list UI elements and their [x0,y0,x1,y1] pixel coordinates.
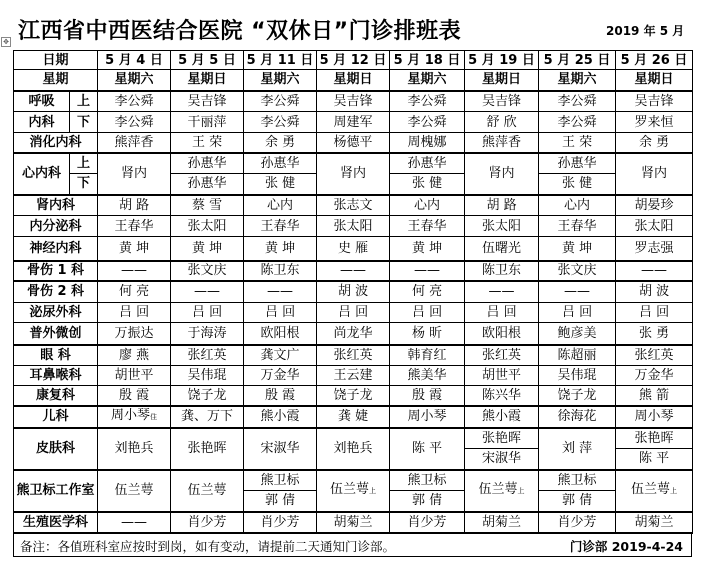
schedule-cell: 熊小霞 [465,406,539,428]
schedule-cell: 孙惠华 [390,153,465,174]
schedule-cell: 吴伟琨 [539,366,616,386]
schedule-note: 上 [670,487,678,495]
schedule-cell: 饶子龙 [171,386,244,406]
dept-label: 泌尿外科 [14,303,98,323]
schedule-cell: 熊 箭 [616,386,693,406]
schedule-cell: 刘 萍 [539,428,616,470]
schedule-cell [98,406,171,428]
schedule-cell: 罗志强 [616,237,693,261]
schedule-cell: 陈卫东 [465,261,539,281]
dept-label: 骨伤 2 科 [14,281,98,303]
schedule-cell: 罗来恒 [616,112,693,133]
date-cell: 5 月 26 日 [616,51,693,70]
schedule-cell: 干丽萍 [171,112,244,133]
schedule-cell: 陈 平 [616,449,693,470]
schedule-cell: 廖 燕 [98,345,171,366]
schedule-cell: 周小琴 [616,406,693,428]
schedule-month: 2019 年 5 月 [606,24,685,38]
schedule-cell: 王 荣 [171,133,244,153]
schedule-cell: 吕 回 [539,303,616,323]
schedule-cell: 鲍彦美 [539,323,616,345]
schedule-cell: 张艳晖 [616,428,693,449]
schedule-cell: 郭 倩 [390,491,465,512]
schedule-cell: —— [98,261,171,281]
dept-label: 内科 [14,112,70,133]
schedule-cell: 张红英 [616,345,693,366]
schedule-cell: 胡 路 [465,195,539,216]
page-title: 江西省中西医结合医院 “双休日”门诊排班表 [18,19,462,44]
schedule-cell: —— [317,261,390,281]
schedule-cell: 殷 霞 [98,386,171,406]
schedule-cell: 吕 回 [244,303,317,323]
shift-label: 下 [70,174,98,195]
schedule-cell: 熊美华 [390,366,465,386]
schedule-cell: 郭 倩 [244,491,317,512]
schedule-cell: 韩育红 [390,345,465,366]
dept-label: 内分泌科 [14,216,98,237]
schedule-cell: 何 亮 [390,281,465,303]
schedule-cell: 王 荣 [539,133,616,153]
schedule-name: 周小琴 [111,408,151,423]
footer-note: 备注：各值班科室应按时到岗，如有变动，请提前二天通知门诊部。 [20,539,396,554]
date-cell: 5 月 25 日 [539,51,616,70]
schedule-cell: 王云建 [317,366,390,386]
schedule-cell: 张太阳 [465,216,539,237]
schedule-cell: 饶子龙 [539,386,616,406]
schedule-cell: 张文庆 [539,261,616,281]
schedule-cell: 余 勇 [616,133,693,153]
schedule-note: 上 [369,487,377,495]
dept-label: 康复科 [14,386,98,406]
schedule-cell: 张 勇 [616,323,693,345]
schedule-cell: 吕 回 [390,303,465,323]
schedule-cell: 孙惠华 [539,153,616,174]
schedule-cell: 张 健 [539,174,616,195]
schedule-table [13,50,693,534]
schedule-cell: 肖少芳 [539,512,616,534]
schedule-cell: 陈卫东 [244,261,317,281]
schedule-cell: 万振达 [98,323,171,345]
schedule-cell: 张 健 [390,174,465,195]
date-cell: 5 月 19 日 [465,51,539,70]
schedule-cell: 刘艳兵 [98,428,171,470]
schedule-cell: 吕 回 [171,303,244,323]
schedule-cell: 刘艳兵 [317,428,390,470]
shift-label: 上 [70,91,98,112]
dept-label: 眼 科 [14,345,98,366]
schedule-cell: 张红英 [465,345,539,366]
date-cell: 5 月 5 日 [171,51,244,70]
schedule-cell: 李公舜 [539,112,616,133]
schedule-name: 伍兰萼 [478,482,518,497]
shift-label: 下 [70,112,98,133]
schedule-name: 伍兰萼 [330,482,370,497]
table-row [14,303,693,323]
weekday-cell: 星期日 [317,70,390,91]
dept-label: 消化内科 [14,133,98,153]
date-header-label: 日期 [14,51,98,70]
schedule-cell: 伍曙光 [465,237,539,261]
schedule-cell: 饶子龙 [317,386,390,406]
table-row [14,91,693,112]
schedule-cell: 龚文广 [244,345,317,366]
table-row [14,153,693,174]
schedule-cell: —— [539,281,616,303]
weekday-header-row [14,70,693,91]
schedule-cell: 张志文 [317,195,390,216]
schedule-cell: 徐海花 [539,406,616,428]
schedule-cell: 张艳晖 [171,428,244,470]
table-row [14,281,693,303]
date-cell: 5 月 4 日 [98,51,171,70]
schedule-cell: 胡 路 [98,195,171,216]
schedule-cell: 万金华 [616,366,693,386]
schedule-note: 住 [150,413,158,421]
weekday-header-label: 星期 [14,70,98,91]
schedule-cell: 吕 回 [98,303,171,323]
dept-label: 皮肤科 [14,428,98,470]
schedule-cell: 陈兴华 [465,386,539,406]
footer-bar [13,532,692,557]
date-cell: 5 月 12 日 [317,51,390,70]
shift-label: 上 [70,153,98,174]
weekday-cell: 星期日 [465,70,539,91]
schedule-cell: 心内 [539,195,616,216]
date-header-row [14,51,693,70]
schedule-cell: 吴伟琨 [171,366,244,386]
dept-label: 肾内科 [14,195,98,216]
schedule-cell: 孙惠华 [171,174,244,195]
date-cell: 5 月 18 日 [390,51,465,70]
schedule-cell: 吕 回 [616,303,693,323]
schedule-cell: 黄 坤 [539,237,616,261]
schedule-cell: 王春华 [244,216,317,237]
schedule-cell: 熊卫标 [390,470,465,491]
schedule-cell: 肾内 [616,153,693,195]
dept-label: 生殖医学科 [14,512,98,534]
table-move-handle-icon[interactable]: ✥ [1,37,11,47]
schedule-cell: 心内 [244,195,317,216]
schedule-cell: 万金华 [244,366,317,386]
footer-signature: 门诊部 2019-4-24 [569,539,683,554]
dept-label: 心内科 [14,153,70,195]
dept-label: 骨伤 1 科 [14,261,98,281]
schedule-cell: 肖少芳 [244,512,317,534]
table-row [14,237,693,261]
schedule-cell: 吕 回 [317,303,390,323]
table-row [14,133,693,153]
schedule-cell: 张艳晖 [465,428,539,449]
schedule-cell: 尚龙华 [317,323,390,345]
schedule-cell: 张红英 [171,345,244,366]
schedule-cell: 胡世平 [465,366,539,386]
schedule-cell: 李公舜 [539,91,616,112]
schedule-cell: 龚、万下 [171,406,244,428]
schedule-cell: 杨 昕 [390,323,465,345]
schedule-cell: 胡 波 [616,281,693,303]
dept-label: 儿科 [14,406,98,428]
schedule-cell [465,470,539,512]
schedule-note: 上 [517,487,525,495]
schedule-cell: 胡菊兰 [616,512,693,534]
schedule-cell: 肾内 [98,153,171,195]
schedule-cell: 心内 [390,195,465,216]
schedule-cell: 李公舜 [244,91,317,112]
schedule-cell: 欧阳根 [465,323,539,345]
schedule-cell: 于海涛 [171,323,244,345]
schedule-cell: 李公舜 [98,112,171,133]
schedule-cell: —— [171,281,244,303]
schedule-name: 伍兰萼 [631,482,671,497]
schedule-cell [616,470,693,512]
table-row [14,323,693,345]
schedule-cell: 孙惠华 [244,153,317,174]
schedule-cell: 吴吉锋 [465,91,539,112]
schedule-cell: 孙惠华 [171,153,244,174]
schedule-cell: 张文庆 [171,261,244,281]
table-row [14,406,693,428]
schedule-cell: 蔡 雪 [171,195,244,216]
schedule-cell: 肖少芳 [390,512,465,534]
schedule-cell: 熊小霞 [244,406,317,428]
schedule-cell: —— [465,281,539,303]
table-row [14,261,693,281]
schedule-cell: 周槐娜 [390,133,465,153]
schedule-cell: 伍兰萼 [171,470,244,512]
schedule-cell: 张太阳 [616,216,693,237]
schedule-cell: 胡世平 [98,366,171,386]
schedule-cell: 胡晏珍 [616,195,693,216]
schedule-cell: 黄 坤 [98,237,171,261]
schedule-cell: 王春华 [390,216,465,237]
schedule-cell: 黄 坤 [244,237,317,261]
schedule-cell: 熊萍香 [98,133,171,153]
schedule-cell: 张太阳 [317,216,390,237]
schedule-cell: 舒 欣 [465,112,539,133]
schedule-cell: 熊卫标 [539,470,616,491]
schedule-cell: 胡菊兰 [465,512,539,534]
schedule-cell: 熊卫标 [244,470,317,491]
schedule-cell: 王春华 [539,216,616,237]
schedule-cell: 胡菊兰 [317,512,390,534]
schedule-cell: —— [390,261,465,281]
schedule-cell: 胡 波 [317,281,390,303]
schedule-cell: 宋淑华 [465,449,539,470]
weekday-cell: 星期日 [171,70,244,91]
schedule-cell: 伍兰萼 [98,470,171,512]
schedule-cell: 殷 霞 [390,386,465,406]
schedule-cell: 吴吉锋 [616,91,693,112]
dept-label: 普外微创 [14,323,98,345]
weekday-cell: 星期六 [244,70,317,91]
schedule-cell: 黄 坤 [390,237,465,261]
table-row [14,470,693,491]
table-row [14,428,693,449]
table-row [14,195,693,216]
schedule-cell: 余 勇 [244,133,317,153]
table-row [14,112,693,133]
date-cell: 5 月 11 日 [244,51,317,70]
table-row [14,512,693,534]
dept-label: 呼吸 [14,91,70,112]
schedule-cell: 龚 婕 [317,406,390,428]
schedule-cell: 周小琴 [390,406,465,428]
weekday-cell: 星期日 [616,70,693,91]
schedule-cell: 殷 霞 [244,386,317,406]
schedule-cell: 熊萍香 [465,133,539,153]
schedule-cell: —— [616,261,693,281]
schedule-cell: 李公舜 [390,91,465,112]
schedule-cell: 欧阳根 [244,323,317,345]
dept-label: 熊卫标工作室 [14,470,98,512]
weekday-cell: 星期六 [539,70,616,91]
dept-label: 神经内科 [14,237,98,261]
schedule-cell: 郭 倩 [539,491,616,512]
schedule-cell: 周建军 [317,112,390,133]
schedule-cell: 黄 坤 [171,237,244,261]
table-row [14,345,693,366]
schedule-cell: 张太阳 [171,216,244,237]
schedule-cell: 肾内 [317,153,390,195]
table-row [14,366,693,386]
schedule-cell: —— [244,281,317,303]
weekday-cell: 星期六 [98,70,171,91]
schedule-cell: 肖少芳 [171,512,244,534]
dept-label: 耳鼻喉科 [14,366,98,386]
schedule-cell: 李公舜 [98,91,171,112]
schedule-cell: 陈 平 [390,428,465,470]
schedule-cell: 陈超丽 [539,345,616,366]
schedule-cell: 杨德平 [317,133,390,153]
schedule-cell [317,470,390,512]
schedule-cell: —— [98,512,171,534]
schedule-cell: 张 健 [244,174,317,195]
schedule-cell: 王春华 [98,216,171,237]
schedule-cell: 吕 回 [465,303,539,323]
table-row [14,216,693,237]
schedule-cell: 肾内 [465,153,539,195]
schedule-cell: 吴吉锋 [317,91,390,112]
schedule-cell: 李公舜 [390,112,465,133]
schedule-cell: 何 亮 [98,281,171,303]
schedule-cell: 李公舜 [244,112,317,133]
schedule-cell: 史 雁 [317,237,390,261]
schedule-cell: 宋淑华 [244,428,317,470]
schedule-cell: 张红英 [317,345,390,366]
schedule-cell: 吴吉锋 [171,91,244,112]
weekday-cell: 星期六 [390,70,465,91]
table-row [14,386,693,406]
